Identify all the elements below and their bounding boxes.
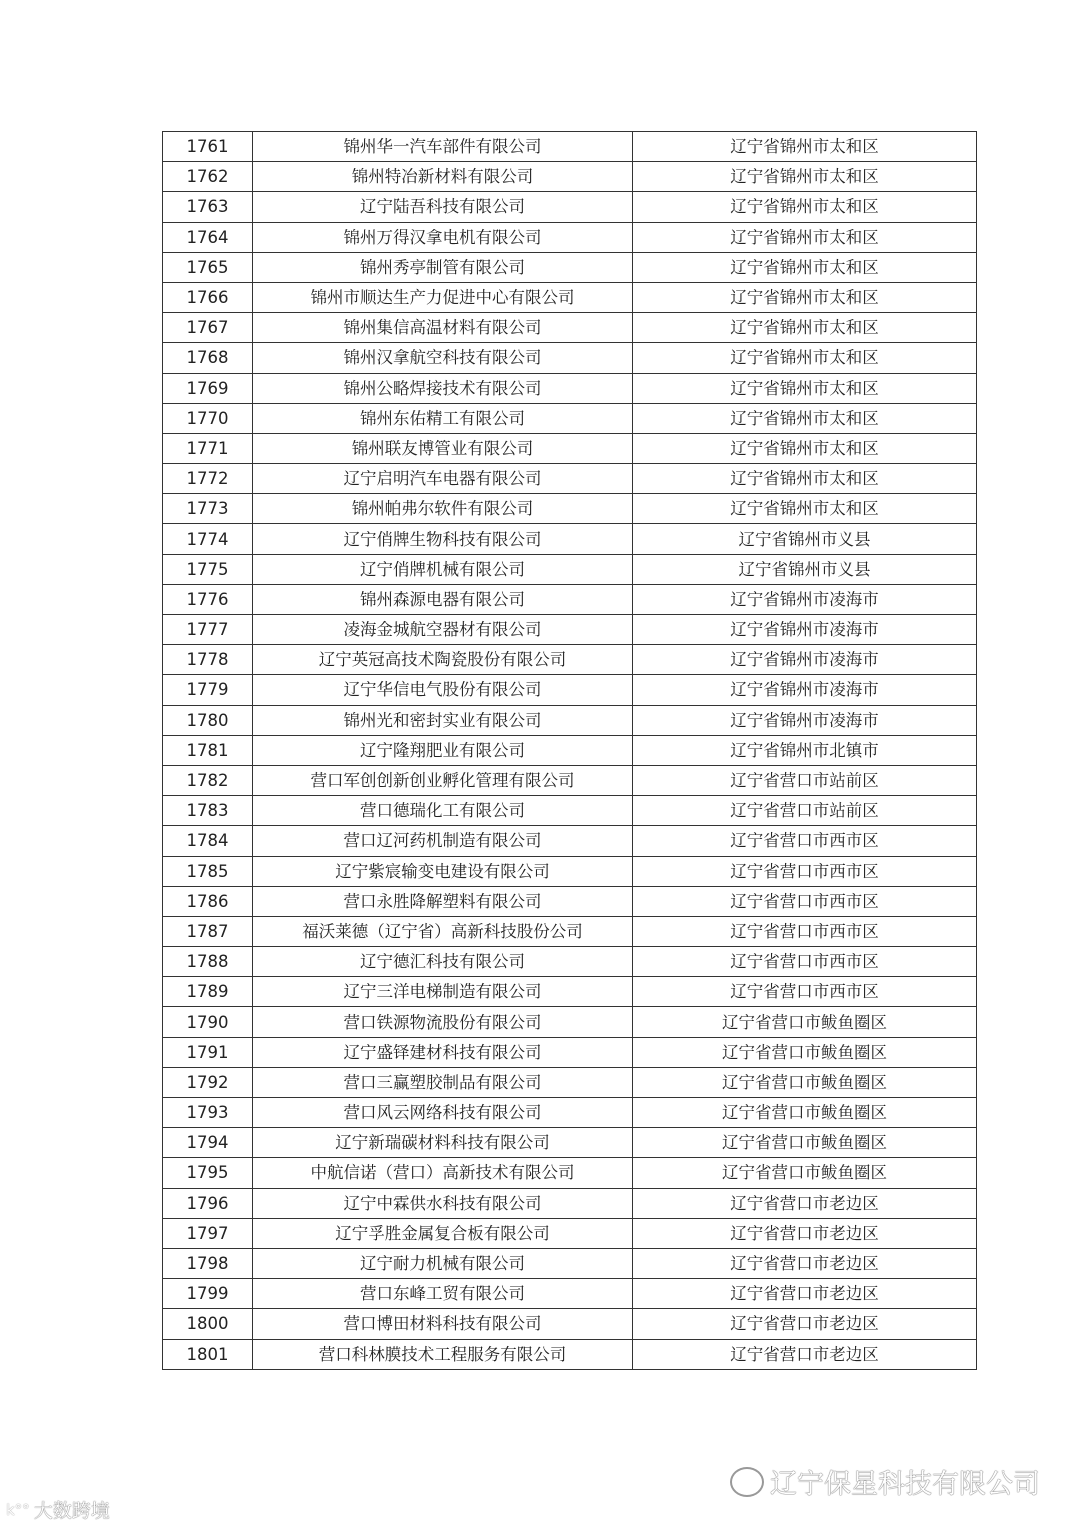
row-number: 1778 <box>163 645 253 675</box>
row-number: 1773 <box>163 494 253 524</box>
table-row <box>163 584 977 614</box>
row-number: 1761 <box>163 132 253 162</box>
company-location: 辽宁省营口市西市区 <box>633 916 977 946</box>
table-row <box>163 645 977 675</box>
company-location: 辽宁省营口市西市区 <box>633 947 977 977</box>
row-number: 1787 <box>163 916 253 946</box>
company-name: 辽宁孚胜金属复合板有限公司 <box>253 1218 633 1248</box>
table-row <box>163 1067 977 1097</box>
row-number: 1783 <box>163 796 253 826</box>
company-name: 营口德瑞化工有限公司 <box>253 796 633 826</box>
company-location: 辽宁省营口市西市区 <box>633 977 977 1007</box>
company-name: 营口科林膜技术工程服务有限公司 <box>253 1339 633 1369</box>
row-number: 1763 <box>163 192 253 222</box>
company-location: 辽宁省营口市老边区 <box>633 1309 977 1339</box>
company-name: 辽宁华信电气股份有限公司 <box>253 675 633 705</box>
company-name: 锦州特冶新材料有限公司 <box>253 162 633 192</box>
table-row <box>163 796 977 826</box>
company-name: 辽宁盛铎建材科技有限公司 <box>253 1037 633 1067</box>
company-name: 营口风云网络科技有限公司 <box>253 1098 633 1128</box>
row-number: 1784 <box>163 826 253 856</box>
table-row <box>163 1188 977 1218</box>
company-name: 锦州东佑精工有限公司 <box>253 403 633 433</box>
table-row <box>163 343 977 373</box>
company-location: 辽宁省锦州市太和区 <box>633 464 977 494</box>
table-row <box>163 947 977 977</box>
row-number: 1770 <box>163 403 253 433</box>
table-row <box>163 1218 977 1248</box>
company-location: 辽宁省营口市西市区 <box>633 886 977 916</box>
row-number: 1769 <box>163 373 253 403</box>
row-number: 1793 <box>163 1098 253 1128</box>
company-name: 辽宁陆吾科技有限公司 <box>253 192 633 222</box>
row-number: 1791 <box>163 1037 253 1067</box>
company-name: 营口博田材料科技有限公司 <box>253 1309 633 1339</box>
row-number: 1796 <box>163 1188 253 1218</box>
company-location: 辽宁省营口市鲅鱼圈区 <box>633 1037 977 1067</box>
company-location: 辽宁省营口市站前区 <box>633 765 977 795</box>
row-number: 1774 <box>163 524 253 554</box>
row-number: 1801 <box>163 1339 253 1369</box>
company-location: 辽宁省营口市西市区 <box>633 856 977 886</box>
table-row <box>163 162 977 192</box>
company-name: 辽宁启明汽车电器有限公司 <box>253 464 633 494</box>
row-number: 1766 <box>163 282 253 312</box>
company-location: 辽宁省锦州市太和区 <box>633 313 977 343</box>
table-row <box>163 1158 977 1188</box>
company-name: 辽宁俏牌生物科技有限公司 <box>253 524 633 554</box>
row-number: 1788 <box>163 947 253 977</box>
company-name: 辽宁中霖供水科技有限公司 <box>253 1188 633 1218</box>
table-row <box>163 313 977 343</box>
company-list-table <box>162 131 977 1370</box>
table-row <box>163 433 977 463</box>
company-name: 锦州市顺达生产力促进中心有限公司 <box>253 282 633 312</box>
table-row <box>163 1007 977 1037</box>
company-location: 辽宁省营口市老边区 <box>633 1339 977 1369</box>
company-location: 辽宁省锦州市太和区 <box>633 282 977 312</box>
company-name: 辽宁俏牌机械有限公司 <box>253 554 633 584</box>
company-location: 辽宁省锦州市太和区 <box>633 252 977 282</box>
table-row <box>163 765 977 795</box>
brand-logo-icon: k°° <box>6 1500 30 1519</box>
company-location: 辽宁省锦州市太和区 <box>633 192 977 222</box>
table-body <box>163 132 977 1370</box>
company-location: 辽宁省锦州市凌海市 <box>633 584 977 614</box>
company-name: 辽宁德汇科技有限公司 <box>253 947 633 977</box>
row-number: 1765 <box>163 252 253 282</box>
company-name: 辽宁三洋电梯制造有限公司 <box>253 977 633 1007</box>
company-name: 锦州集信高温材料有限公司 <box>253 313 633 343</box>
table-row <box>163 1339 977 1369</box>
company-name: 辽宁耐力机械有限公司 <box>253 1248 633 1278</box>
company-location: 辽宁省营口市鲅鱼圈区 <box>633 1128 977 1158</box>
company-name: 辽宁新瑞碳材料科技有限公司 <box>253 1128 633 1158</box>
row-number: 1782 <box>163 765 253 795</box>
company-location: 辽宁省锦州市太和区 <box>633 403 977 433</box>
company-location: 辽宁省营口市鲅鱼圈区 <box>633 1007 977 1037</box>
row-number: 1762 <box>163 162 253 192</box>
company-location: 辽宁省锦州市太和区 <box>633 494 977 524</box>
company-name: 福沃莱德（辽宁省）高新科技股份公司 <box>253 916 633 946</box>
company-name: 中航信诺（营口）高新技术有限公司 <box>253 1158 633 1188</box>
row-number: 1785 <box>163 856 253 886</box>
row-number: 1795 <box>163 1158 253 1188</box>
watermark-text: 辽宁保星科技有限公司 <box>770 1469 1040 1500</box>
table-row <box>163 735 977 765</box>
row-number: 1764 <box>163 222 253 252</box>
table-row <box>163 1309 977 1339</box>
company-location: 辽宁省营口市鲅鱼圈区 <box>633 1067 977 1097</box>
company-name: 营口军创创新创业孵化管理有限公司 <box>253 765 633 795</box>
company-name: 锦州华一汽车部件有限公司 <box>253 132 633 162</box>
company-location: 辽宁省营口市老边区 <box>633 1218 977 1248</box>
row-number: 1792 <box>163 1067 253 1097</box>
source-watermark-text: 大数跨境 <box>33 1500 110 1522</box>
row-number: 1772 <box>163 464 253 494</box>
table-row <box>163 464 977 494</box>
table-row <box>163 373 977 403</box>
company-name: 锦州汉拿航空科技有限公司 <box>253 343 633 373</box>
table-row <box>163 1248 977 1278</box>
row-number: 1797 <box>163 1218 253 1248</box>
company-location: 辽宁省锦州市凌海市 <box>633 645 977 675</box>
table-row <box>163 615 977 645</box>
row-number: 1780 <box>163 705 253 735</box>
table-row <box>163 826 977 856</box>
row-number: 1794 <box>163 1128 253 1158</box>
company-location: 辽宁省锦州市义县 <box>633 524 977 554</box>
row-number: 1767 <box>163 313 253 343</box>
company-location: 辽宁省营口市老边区 <box>633 1279 977 1309</box>
company-name: 营口铁源物流股份有限公司 <box>253 1007 633 1037</box>
company-name: 营口东峰工贸有限公司 <box>253 1279 633 1309</box>
company-location: 辽宁省营口市鲅鱼圈区 <box>633 1158 977 1188</box>
table-row <box>163 132 977 162</box>
table-row <box>163 705 977 735</box>
company-location: 辽宁省锦州市凌海市 <box>633 615 977 645</box>
company-location: 辽宁省锦州市凌海市 <box>633 675 977 705</box>
table-row <box>163 856 977 886</box>
company-location: 辽宁省营口市老边区 <box>633 1248 977 1278</box>
table-row <box>163 1128 977 1158</box>
table-row <box>163 675 977 705</box>
table-row <box>163 554 977 584</box>
row-number: 1786 <box>163 886 253 916</box>
row-number: 1781 <box>163 735 253 765</box>
row-number: 1789 <box>163 977 253 1007</box>
company-location: 辽宁省锦州市太和区 <box>633 222 977 252</box>
company-name: 锦州秀亭制管有限公司 <box>253 252 633 282</box>
company-location: 辽宁省锦州市太和区 <box>633 343 977 373</box>
table-row <box>163 1037 977 1067</box>
row-number: 1775 <box>163 554 253 584</box>
row-number: 1799 <box>163 1279 253 1309</box>
row-number: 1790 <box>163 1007 253 1037</box>
table-row <box>163 222 977 252</box>
table-row <box>163 282 977 312</box>
company-name: 锦州万得汉拿电机有限公司 <box>253 222 633 252</box>
row-number: 1798 <box>163 1248 253 1278</box>
company-name: 辽宁隆翔肥业有限公司 <box>253 735 633 765</box>
wechat-icon <box>730 1467 764 1497</box>
company-location: 辽宁省营口市鲅鱼圈区 <box>633 1098 977 1128</box>
company-location: 辽宁省营口市站前区 <box>633 796 977 826</box>
company-name: 锦州联友博管业有限公司 <box>253 433 633 463</box>
company-name: 营口三赢塑胶制品有限公司 <box>253 1067 633 1097</box>
row-number: 1768 <box>163 343 253 373</box>
company-name: 营口辽河药机制造有限公司 <box>253 826 633 856</box>
company-name: 锦州光和密封实业有限公司 <box>253 705 633 735</box>
table-row <box>163 192 977 222</box>
company-name: 锦州帕弗尔软件有限公司 <box>253 494 633 524</box>
company-name: 辽宁英冠高技术陶瓷股份有限公司 <box>253 645 633 675</box>
row-number: 1776 <box>163 584 253 614</box>
table-row <box>163 494 977 524</box>
company-location: 辽宁省锦州市太和区 <box>633 373 977 403</box>
source-watermark <box>6 1496 110 1523</box>
company-location: 辽宁省锦州市太和区 <box>633 132 977 162</box>
table-row <box>163 1098 977 1128</box>
company-name: 凌海金城航空器材有限公司 <box>253 615 633 645</box>
table-row <box>163 403 977 433</box>
company-location: 辽宁省锦州市北镇市 <box>633 735 977 765</box>
company-name: 营口永胜降解塑料有限公司 <box>253 886 633 916</box>
company-location: 辽宁省锦州市凌海市 <box>633 705 977 735</box>
table-row <box>163 252 977 282</box>
company-location: 辽宁省锦州市义县 <box>633 554 977 584</box>
table-row <box>163 1279 977 1309</box>
table-row <box>163 886 977 916</box>
table-row <box>163 524 977 554</box>
company-name: 辽宁紫宸输变电建设有限公司 <box>253 856 633 886</box>
company-location: 辽宁省营口市老边区 <box>633 1188 977 1218</box>
wechat-watermark <box>730 1462 1040 1501</box>
company-location: 辽宁省锦州市太和区 <box>633 162 977 192</box>
company-name: 锦州森源电器有限公司 <box>253 584 633 614</box>
company-name: 锦州公略焊接技术有限公司 <box>253 373 633 403</box>
row-number: 1771 <box>163 433 253 463</box>
table-row <box>163 916 977 946</box>
table-row <box>163 977 977 1007</box>
row-number: 1779 <box>163 675 253 705</box>
row-number: 1777 <box>163 615 253 645</box>
company-location: 辽宁省营口市西市区 <box>633 826 977 856</box>
company-location: 辽宁省锦州市太和区 <box>633 433 977 463</box>
row-number: 1800 <box>163 1309 253 1339</box>
